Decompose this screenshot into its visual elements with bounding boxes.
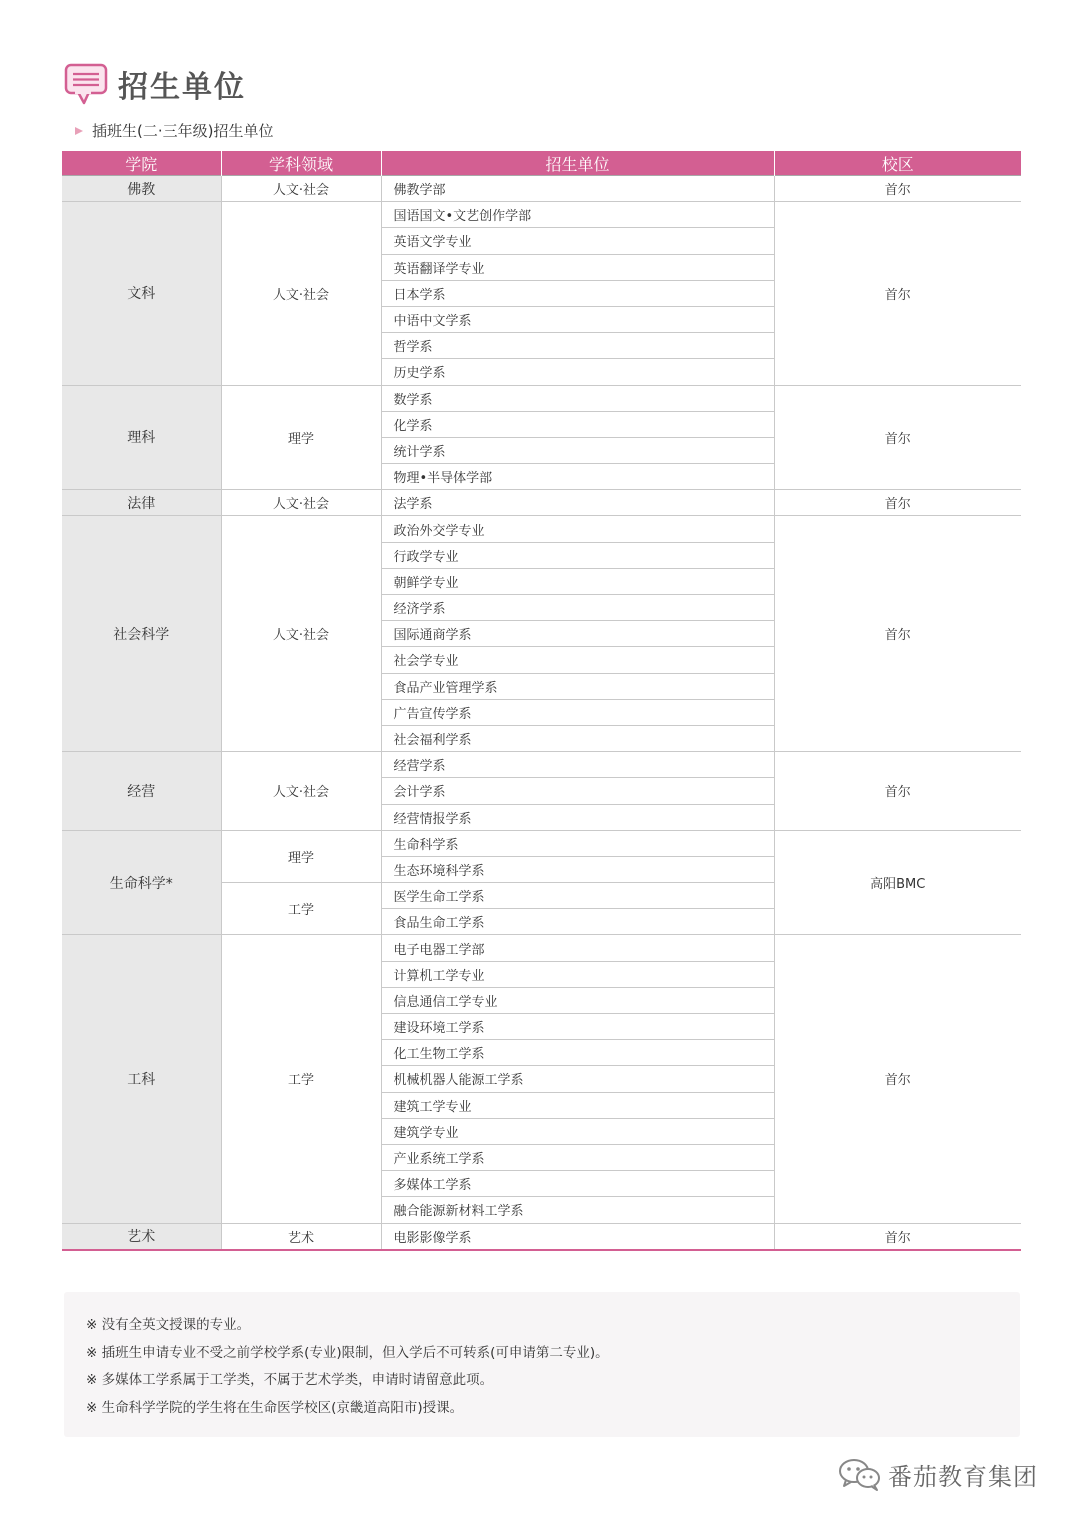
notes-list: [64, 1292, 1020, 1422]
campus-cell: 高阳BMC: [774, 830, 1021, 935]
campus-cell: 首尔: [774, 490, 1021, 516]
admission-units-table: [62, 151, 1021, 1251]
note-item: ※ 生命科学学院的学生将在生命医学校区(京畿道高阳市)授课。: [86, 1399, 464, 1416]
unit-cell: 多媒体工学系: [381, 1171, 774, 1197]
unit-cell: 统计学系: [381, 437, 774, 463]
college-cell: 法律: [62, 490, 221, 516]
table-row: [62, 176, 1021, 202]
header-college: 学院: [62, 151, 221, 176]
header-unit: 招生单位: [381, 151, 774, 176]
field-cell: 人文·社会: [221, 202, 381, 385]
campus-cell: 首尔: [774, 935, 1021, 1223]
college-cell: 佛教: [62, 176, 221, 202]
header-field: 学科领域: [221, 151, 381, 176]
unit-cell: 生命科学系: [381, 830, 774, 856]
campus-cell: 首尔: [774, 1223, 1021, 1250]
unit-cell: 医学生命工学系: [381, 883, 774, 909]
note-item: ※ 多媒体工学系属于工学类，不属于艺术学类，申请时请留意此项。: [86, 1372, 494, 1388]
unit-cell: 经营情报学系: [381, 804, 774, 830]
note-item: ※ 没有全英文授课的专业。: [86, 1317, 251, 1333]
unit-cell: 社会学专业: [381, 647, 774, 673]
unit-cell: 哲学系: [381, 333, 774, 359]
college-cell: 社会科学: [62, 516, 221, 752]
campus-cell: 首尔: [774, 202, 1021, 385]
unit-cell: 经营学系: [381, 752, 774, 778]
college-cell: 艺术: [62, 1223, 221, 1250]
campus-cell: 首尔: [774, 516, 1021, 752]
unit-cell: 产业系统工学系: [381, 1144, 774, 1170]
table-row: [62, 516, 1021, 542]
unit-cell: 行政学专业: [381, 542, 774, 568]
table-header-row: [62, 151, 1021, 176]
speech-bubble-icon: [64, 62, 110, 106]
table-row: [62, 830, 1021, 856]
college-cell: 生命科学*: [62, 830, 221, 935]
campus-cell: 首尔: [774, 176, 1021, 202]
unit-cell: 历史学系: [381, 359, 774, 385]
unit-cell: 计算机工学专业: [381, 961, 774, 987]
field-cell: 人文·社会: [221, 176, 381, 202]
field-cell: 艺术: [221, 1223, 381, 1250]
unit-cell: 机械机器人能源工学系: [381, 1066, 774, 1092]
unit-cell: 广告宣传学系: [381, 699, 774, 725]
note-item: ※ 插班生申请专业不受之前学校学系(专业)限制，但入学后不可转系(可申请第二专业)。: [86, 1344, 609, 1361]
watermark-text: 番茄教育集团: [888, 1462, 1038, 1491]
unit-cell: 电影影像学系: [381, 1223, 774, 1250]
unit-cell: 数学系: [381, 385, 774, 411]
unit-cell: 佛教学部: [381, 176, 774, 202]
unit-cell: 建筑学专业: [381, 1118, 774, 1144]
table-row: [62, 752, 1021, 778]
unit-cell: 化工生物工学系: [381, 1040, 774, 1066]
campus-cell: 首尔: [774, 385, 1021, 490]
table-body: [62, 176, 1021, 1250]
table-row: [62, 1223, 1021, 1250]
unit-cell: 日本学系: [381, 280, 774, 306]
triangle-bullet-icon: [75, 127, 83, 135]
unit-cell: 信息通信工学专业: [381, 987, 774, 1013]
table-row: [62, 385, 1021, 411]
unit-cell: 英语文学专业: [381, 228, 774, 254]
table-row: [62, 202, 1021, 228]
college-cell: 工科: [62, 935, 221, 1223]
table-row: [62, 935, 1021, 961]
wechat-icon: [838, 1456, 882, 1492]
section-subtitle: 插班生(二·三年级)招生单位: [92, 122, 274, 140]
field-cell: 工学: [221, 935, 381, 1223]
field-cell: 理学: [221, 385, 381, 490]
campus-cell: 首尔: [774, 752, 1021, 831]
header-campus: 校区: [774, 151, 1021, 176]
unit-cell: 国际通商学系: [381, 621, 774, 647]
field-cell: 工学: [221, 883, 381, 935]
section-subtitle-block: [75, 120, 273, 141]
unit-cell: 建筑工学专业: [381, 1092, 774, 1118]
college-cell: 经营: [62, 752, 221, 831]
college-cell: 理科: [62, 385, 221, 490]
watermark: [838, 1456, 1038, 1492]
notes-box: [64, 1292, 1020, 1437]
unit-cell: 融合能源新材料工学系: [381, 1197, 774, 1223]
unit-cell: 社会福利学系: [381, 725, 774, 751]
unit-cell: 物理•半导体学部: [381, 464, 774, 490]
unit-cell: 食品产业管理学系: [381, 673, 774, 699]
unit-cell: 生态环境科学系: [381, 856, 774, 882]
field-cell: 人文·社会: [221, 490, 381, 516]
unit-cell: 食品生命工学系: [381, 909, 774, 935]
unit-cell: 电子电器工学部: [381, 935, 774, 961]
unit-cell: 国语国文•文艺创作学部: [381, 202, 774, 228]
unit-cell: 英语翻译学专业: [381, 254, 774, 280]
unit-cell: 法学系: [381, 490, 774, 516]
table-row: [62, 490, 1021, 516]
unit-cell: 政治外交学专业: [381, 516, 774, 542]
unit-cell: 朝鲜学专业: [381, 568, 774, 594]
field-cell: 人文·社会: [221, 752, 381, 831]
page-title-block: [64, 62, 246, 106]
page-title: 招生单位: [118, 70, 246, 105]
field-cell: 人文·社会: [221, 516, 381, 752]
unit-cell: 经济学系: [381, 595, 774, 621]
field-cell: 理学: [221, 830, 381, 882]
unit-cell: 会计学系: [381, 778, 774, 804]
college-cell: 文科: [62, 202, 221, 385]
unit-cell: 中语中文学系: [381, 306, 774, 332]
unit-cell: 化学系: [381, 411, 774, 437]
unit-cell: 建设环境工学系: [381, 1014, 774, 1040]
